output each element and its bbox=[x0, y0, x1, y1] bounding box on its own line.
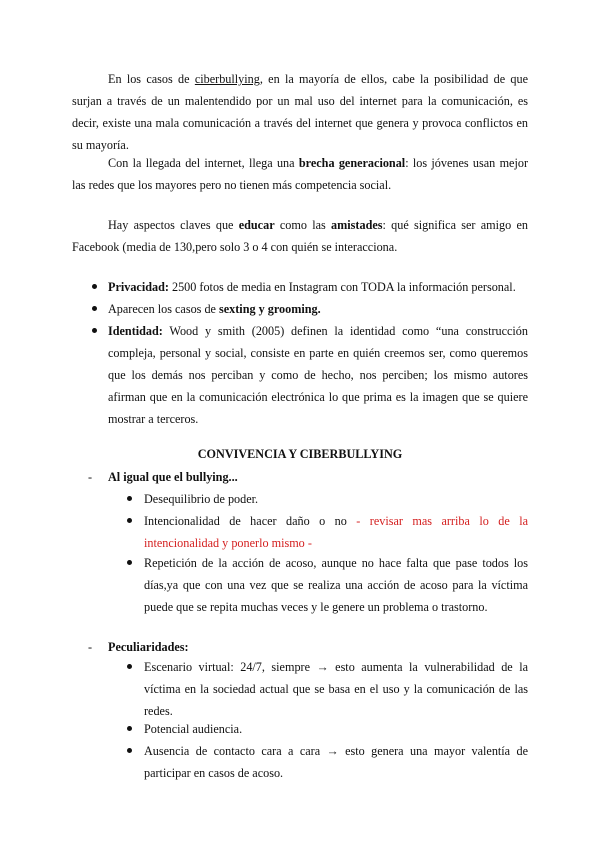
list-item-desequilibrio: Desequilibrio de poder. bbox=[144, 488, 528, 510]
bullet-icon bbox=[92, 328, 97, 333]
list-item-privacidad: Privacidad: 2500 fotos de media en Instagram con TODA la información personal. bbox=[108, 276, 528, 298]
paragraph-aspectos-claves: Hay aspectos claves que educar como las amistades: qué significa ser amigo en Facebook (media de 130,pero solo 3 o 4 con quién se interacciona. bbox=[72, 218, 528, 254]
group-heading-bullying: Al igual que el bullying... bbox=[108, 470, 238, 484]
bullet-icon bbox=[127, 664, 132, 669]
paragraph-ciberbullying-intro: En los casos de ciberbullying, en la mayoría de ellos, cabe la posibilidad de que surjan a través de un malentendido por un mal uso del internet para la comunicación, es decir, existe una mala comunicación a través del internet que genera y provoca conflictos en su mayoría. bbox=[72, 72, 528, 152]
dash-marker: - bbox=[88, 640, 93, 654]
list-item-sexting: Aparecen los casos de sexting y grooming. bbox=[108, 298, 528, 320]
bullet-icon bbox=[127, 726, 132, 731]
bullet-icon bbox=[127, 560, 132, 565]
bullet-icon bbox=[127, 518, 132, 523]
list-item-repeticion: Repetición de la acción de acoso, aunque no hace falta que pase todos los días,ya que con una vez que se realiza una acción de acoso para la víctima puede que se repita muchas veces y le genere un problema o trastorno. bbox=[144, 552, 528, 618]
bullet-icon bbox=[92, 306, 97, 311]
list-item-audiencia: Potencial audiencia. bbox=[144, 718, 528, 740]
bullet-icon bbox=[92, 284, 97, 289]
ciberbullying-term: ciberbullying bbox=[194, 72, 260, 86]
list-item-identidad: Identidad: Wood y smith (2005) definen la identidad como “una construcción compleja, personal y social, consiste en parte en quién creemos ser, como queremos que los demás nos perciban y como de hecho, nos perciben; los mismo autores afirman que en la comunicación electrónica lo que prima es la imagen que se quiere mostrar a terceros. bbox=[108, 320, 528, 430]
list-item-ausencia-contacto: Ausencia de contacto cara a cara → esto genera una mayor valentía de participar en casos de acoso. bbox=[144, 740, 528, 784]
list-item-intencionalidad: Intencionalidad de hacer daño o no - revisar mas arriba lo de la intencionalidad y ponerlo mismo - bbox=[144, 510, 528, 554]
bullet-icon bbox=[127, 496, 132, 501]
section-title: CONVIVENCIA Y CIBERBULLYING bbox=[197, 447, 403, 461]
list-item-escenario-virtual: Escenario virtual: 24/7, siempre → esto aumenta la vulnerabilidad de la víctima en la sociedad actual que se basa en el uso y la comunicación de las redes. bbox=[144, 656, 528, 722]
paragraph-brecha-generacional: Con la llegada del internet, llega una brecha generacional: los jóvenes usan mejor las redes que los mayores pero no tienen más competencia social. bbox=[72, 156, 529, 192]
revision-note: - revisar mas arriba lo de la intencionalidad y ponerlo mismo - bbox=[144, 514, 528, 550]
group-heading-peculiaridades: Peculiaridades: bbox=[108, 640, 189, 654]
dash-marker: - bbox=[88, 470, 93, 484]
bullet-icon bbox=[127, 748, 132, 753]
